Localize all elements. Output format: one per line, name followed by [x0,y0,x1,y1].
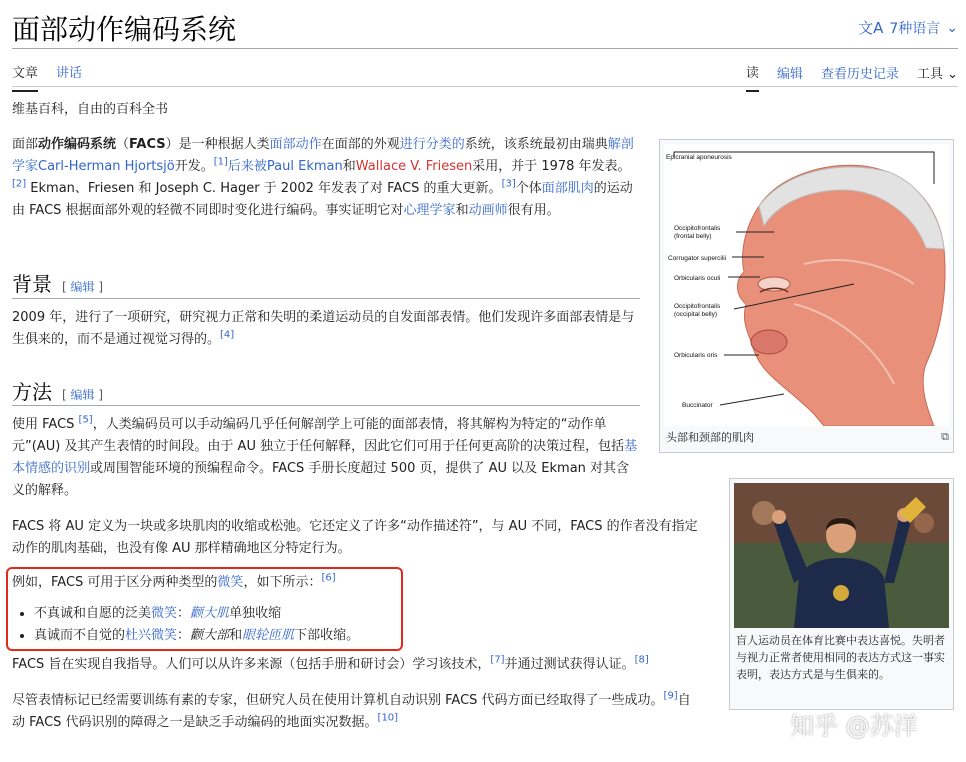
watermark: 知乎 @苏洋 [790,712,918,740]
text: Ekman、Friesen 和 Joseph C. Hager 于 2002 年发表了对 FACS 的重大更新。 [26,181,502,196]
ref-2[interactable]: [2] [12,178,27,190]
ref-6[interactable]: [6] [321,572,336,584]
bold-term: FACS [129,137,166,152]
tools-label: 工具 [916,67,943,82]
ref-7[interactable]: [7] [490,654,505,666]
label-epicranial: Epicranial aponeurosis [666,154,732,161]
heading-text: 背景 [12,272,52,296]
text: FACS 旨在实现自我指导。人们可以从许多来源（包括手册和研讨会）学习该技术， [12,657,491,672]
ref-4[interactable]: [4] [220,329,235,341]
text: 和 [455,203,469,218]
edit-link[interactable]: 编辑 [70,280,95,294]
figure-head-muscles [659,139,954,453]
heading-divider [12,298,640,299]
link-classification[interactable]: 进行分类的 [399,137,465,152]
view-tabs [746,62,958,92]
text: 例如，FACS 可用于区分两种类型的 [12,575,218,590]
link-psychologist[interactable]: 心理学家 [403,203,456,218]
page-title: 面部动作编码系统 [12,13,237,46]
text: 和 [229,628,243,643]
text: （ [116,137,130,152]
text: 很有用。 [507,203,560,218]
figure-athlete [729,478,954,710]
enlarge-icon[interactable]: ⧉ [941,430,949,443]
link-animator[interactable]: 动画师 [468,203,508,218]
text: 单独收缩 [229,606,282,621]
link-zygomaticus-major[interactable]: 颧大肌 [190,606,230,621]
ref-1[interactable]: [1] [213,156,228,168]
heading-method [12,376,103,405]
text: 使用 FACS [12,417,79,432]
heading-background [12,268,103,297]
language-selector[interactable] [858,17,958,38]
text: ： [177,606,191,621]
highlight-box [6,567,403,651]
italic-term: 颧大部 [190,628,230,643]
site-tagline: 维基百科，自由的百科全书 [12,102,169,117]
text: 个体 [515,181,542,196]
tab-edit[interactable]: 编辑 [776,67,803,82]
intro-paragraph [12,134,637,222]
text: ）是一种根据人类 [165,137,270,152]
link-basic-emotion[interactable]: 基本情感的识别 [12,439,638,476]
tab-talk[interactable]: 讲话 [56,66,83,81]
link-facial-muscles[interactable]: 面部肌肉 [541,181,594,196]
text: 或周围智能环境的预编程命令。FACS 手册长度超过 500 页，提供了 AU 以及 Ekman 对其含义的解释。 [12,461,630,498]
text: 不真诚和自愿的泛美 [34,606,152,621]
tab-read[interactable]: 读 [746,62,759,92]
label-orbicularis-oculi: Orbicularis oculi [674,275,721,282]
bold-term: 动作编码系统 [38,137,117,152]
method-paragraph-2: FACS 将 AU 定义为一块或多块肌肉的收缩或松弛。它还定义了许多“动作描述符”，与 AU 不同，FACS 的作者没有指定动作的肌肉基础，也没有像 AU 那样精确地区分特定行为。 [12,519,698,556]
link-hjortsjo[interactable]: Carl-Herman Hjortsjö [38,159,175,174]
link-facial-action[interactable]: 面部动作 [269,137,322,152]
text: ： [177,628,191,643]
athlete-photo[interactable] [734,483,949,628]
chevron-down-icon: ⌄ [947,67,958,82]
chevron-down-icon: ⌄ [946,19,958,36]
method-paragraph-1 [12,414,639,502]
background-paragraph [12,307,640,351]
link-orbicularis-oculi[interactable]: 眼轮匝肌 [242,628,295,643]
figure-caption: 头部和颈部的肌肉 [666,431,754,444]
text: 采用，并于 1978 年发表。 [472,159,631,174]
edit-link[interactable]: 编辑 [70,388,95,402]
method-paragraph-5 [12,690,702,734]
method-paragraph-4 [12,654,712,676]
translate-icon: 文A [858,19,884,37]
language-count: 7种语言 [889,20,941,37]
namespace-tabs [12,62,82,92]
label-occipitofrontalis-frontal-sub: (frontal belly) [674,233,712,240]
text: 开发。 [174,159,214,174]
text: ，如下所示： [243,575,322,590]
heading-divider [12,405,640,406]
label-occipitofrontalis-frontal: Occipitofrontalis [674,225,721,232]
text: 的运动由 FACS 根据面部外观的轻微不同即时变化进行编码。事实证明它对 [12,181,633,218]
ref-9[interactable]: [9] [663,690,678,702]
label-buccinator: Buccinator [682,402,713,409]
label-corrugator: Corrugator supercilii [668,255,727,262]
label-occipitofrontalis-occipital-sub: (occipital belly) [674,311,717,318]
text: 下部收缩。 [294,628,360,643]
link-duchenne-smile[interactable]: 杜兴微笑 [125,628,178,643]
text: 真诚而不自觉的 [34,628,126,643]
link-friesen[interactable]: Wallace V. Friesen [355,159,473,174]
ref-8[interactable]: [8] [634,654,649,666]
tab-article[interactable]: 文章 [12,62,38,92]
edit-section-background[interactable]: [ 编辑 ] [62,280,104,294]
edit-section-method[interactable]: [ 编辑 ] [62,388,104,402]
heading-text: 方法 [12,380,52,404]
link-later[interactable]: 后来被 [227,159,267,174]
text: 系统，该系统最初由瑞典 [464,137,608,152]
ref-10[interactable]: [10] [377,712,399,724]
text: 并通过测试获得认证。 [504,657,635,672]
link-smile[interactable]: 微笑 [151,606,178,621]
head-muscles-illustration[interactable] [664,144,949,426]
label-occipitofrontalis-occipital: Occipitofrontalis [674,303,721,310]
tab-history[interactable]: 查看历史记录 [820,67,899,82]
text: 尽管表情标记已经需要训练有素的专家，但研究人员在使用计算机自动识别 FACS 代码方面已经取得了一些成功。 [12,693,664,708]
tabs-divider [12,86,958,87]
text: 在面部的外观 [321,137,400,152]
text: ，人类编码员可以手动编码几乎任何解剖学上可能的面部表情，将其解构为特定的“动作单元”(AU) 及其产生表情的时间段。由于 AU 独立于任何解释，因此它们可用于任何更高阶的决策过程，包括 [12,417,625,454]
link-ekman[interactable]: Paul Ekman [266,159,343,174]
link-anatomist[interactable]: 解剖学家 [12,137,634,174]
title-divider [12,48,958,49]
link-smile[interactable]: 微笑 [217,575,244,590]
label-orbicularis-oris: Orbicularis oris [674,352,718,359]
text: 自动 FACS 代码识别的障碍之一是缺乏手动编码的地面实况数据。 [12,693,691,730]
figure-caption: 盲人运动员在体育比赛中表达喜悦。失明者与视力正常者使用相同的表达方式这一事实表明，表达方式是与生俱来的。 [736,634,945,681]
text: 面部 [12,137,39,152]
text: 和 [342,159,356,174]
text: 2009 年，进行了一项研究，研究视力正常和失明的柔道运动员的自发面部表情。他们发现许多面部表情是与生俱来的，而不是通过视觉习得的。 [12,310,635,347]
ref-3[interactable]: [3] [501,178,516,190]
ref-5[interactable]: [5] [78,414,93,426]
